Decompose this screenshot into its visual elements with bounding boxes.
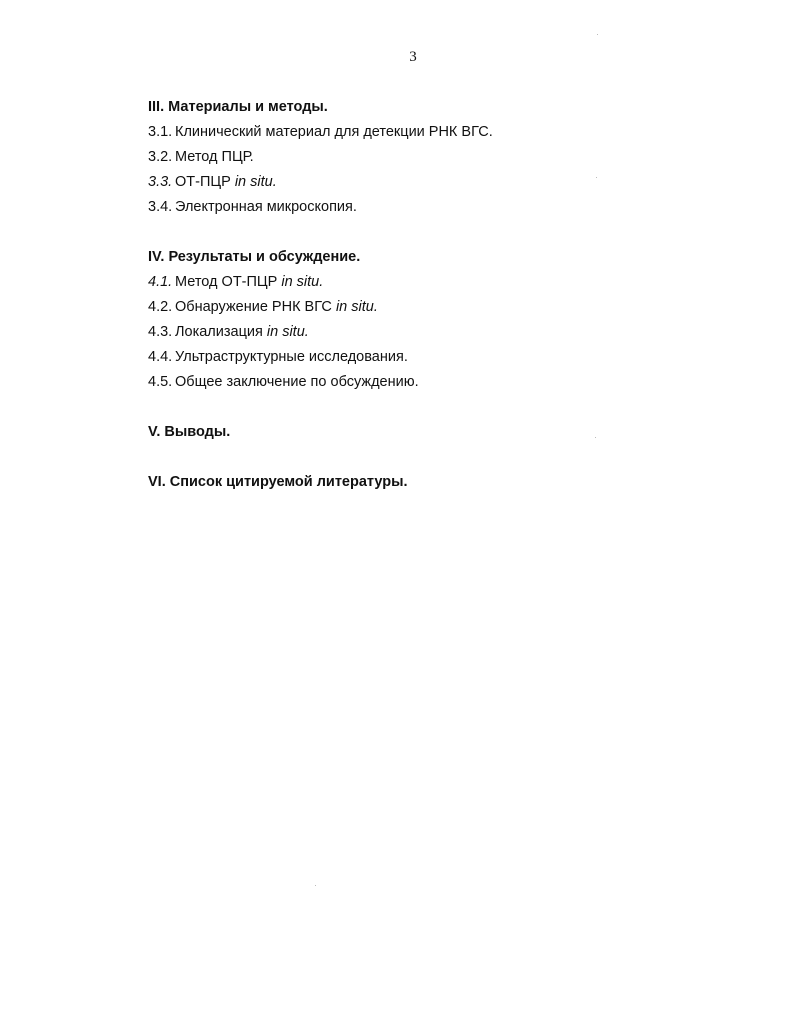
scan-speck [315, 885, 316, 886]
toc-section-vi [148, 471, 748, 496]
section-title: Результаты и обсуждение. [168, 249, 361, 265]
section-heading[interactable] [148, 471, 748, 496]
entry-number: 4.4. [148, 349, 173, 365]
toc-entry[interactable] [148, 346, 748, 371]
section-title: Список цитируемой литературы. [169, 474, 408, 490]
entry-text: Электронная микроскопия. [175, 199, 357, 215]
toc-entry[interactable] [148, 121, 748, 146]
toc-section-v [148, 421, 748, 446]
entry-italic-suffix: in situ. [234, 174, 277, 190]
section-title: Выводы. [164, 424, 231, 440]
section-heading[interactable] [148, 96, 748, 121]
entry-number: 4.5. [148, 374, 173, 390]
entry-text: Метод ПЦР. [175, 149, 254, 165]
entry-text: Ультраструктурные исследования. [175, 349, 408, 365]
entry-number: 3.1. [148, 124, 173, 140]
entry-number: 4.1. [148, 274, 173, 290]
entry-text: Обнаружение РНК ВГС [175, 299, 336, 315]
entry-number: 3.3. [148, 174, 173, 190]
scan-speck [595, 437, 596, 438]
toc-entry[interactable] [148, 296, 748, 321]
entry-italic-suffix: in situ. [266, 324, 309, 340]
toc-entry[interactable] [148, 271, 748, 296]
section-number: V. [148, 424, 161, 440]
entry-number: 3.2. [148, 149, 173, 165]
entry-text: Локализация [175, 324, 267, 340]
entry-number: 4.3. [148, 324, 173, 340]
toc-entry[interactable] [148, 321, 748, 346]
toc-entry[interactable] [148, 196, 748, 221]
table-of-contents [148, 96, 748, 521]
page-number: 3 [409, 49, 417, 65]
section-number: IV. [148, 249, 165, 265]
entry-number: 4.2. [148, 299, 173, 315]
section-heading[interactable] [148, 421, 748, 446]
toc-entry[interactable] [148, 371, 748, 396]
entry-text: ОТ-ПЦР [175, 174, 235, 190]
toc-entry[interactable] [148, 146, 748, 171]
toc-entry[interactable] [148, 171, 748, 196]
toc-section-iii [148, 96, 748, 221]
entry-text: Метод ОТ-ПЦР [175, 274, 282, 290]
section-number: VI. [148, 474, 166, 490]
entry-italic-suffix: in situ. [281, 274, 324, 290]
toc-section-iv [148, 246, 748, 396]
entry-italic-suffix: in situ. [335, 299, 378, 315]
section-title: Материалы и методы. [168, 99, 328, 115]
section-number: III. [148, 99, 165, 115]
section-heading[interactable] [148, 246, 748, 271]
entry-text: Общее заключение по обсуждению. [175, 374, 419, 390]
scan-speck [597, 34, 598, 35]
entry-text: Клинический материал для детекции РНК ВГС. [175, 124, 493, 140]
entry-number: 3.4. [148, 199, 173, 215]
scan-speck [596, 177, 597, 178]
